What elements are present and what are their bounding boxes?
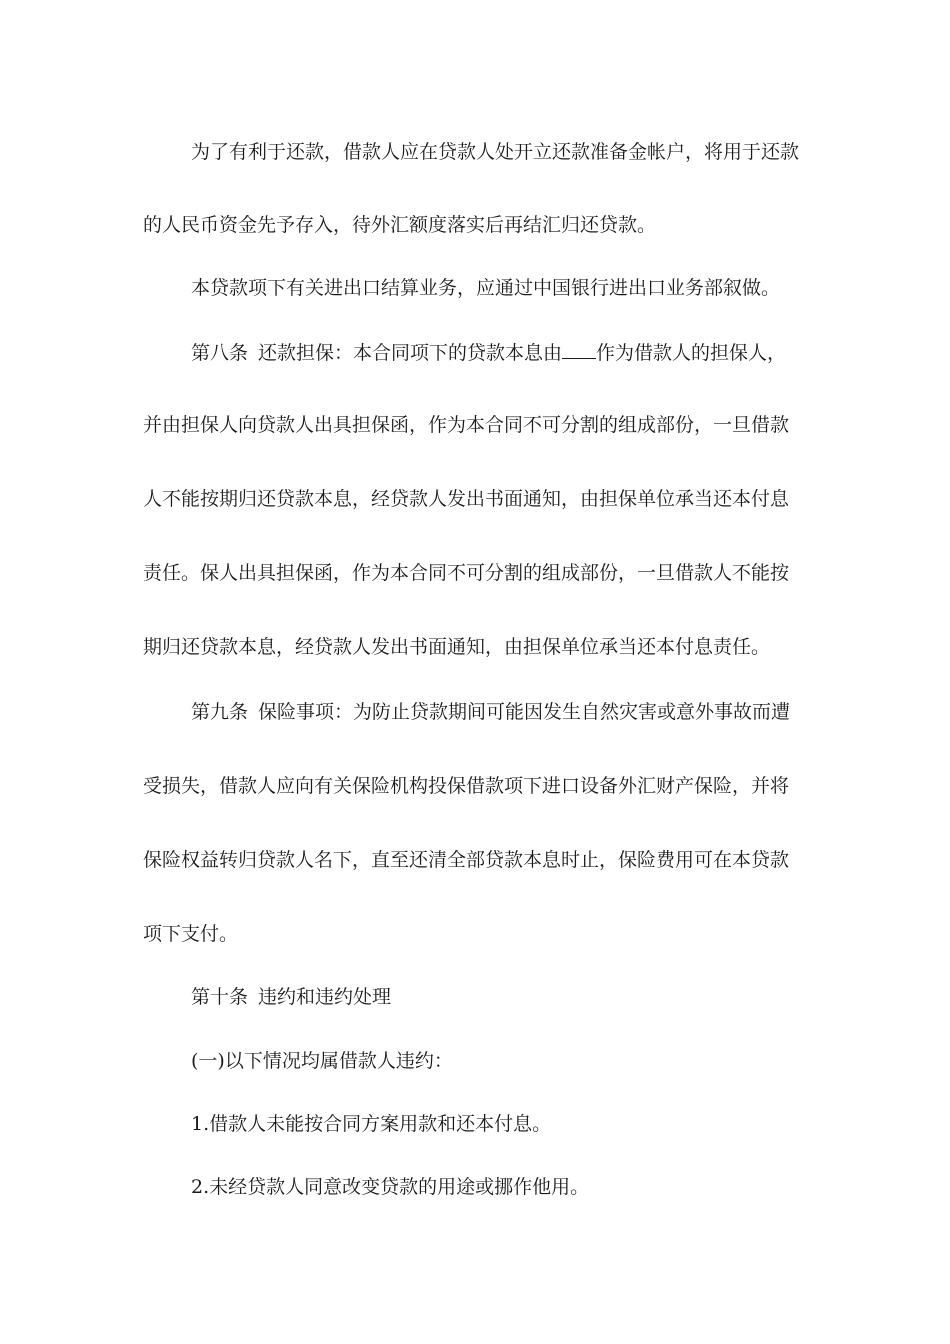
article-10-heading xyxy=(191,985,391,1009)
list-item xyxy=(191,1175,589,1199)
clause-marker: (一) xyxy=(191,1050,225,1072)
clause-1-heading xyxy=(191,1049,453,1073)
article-8-heading xyxy=(191,340,786,365)
paragraph-line: 并由担保人向贷款人出具担保函，作为本合同不可分割的组成部份，一旦借款 xyxy=(143,414,790,436)
article-9-text: 保险事项：为防止贷款期间可能因发生自然灾害或意外事故而遭 xyxy=(258,701,791,723)
list-item-number: 1. xyxy=(191,1113,210,1135)
guarantor-blank-field xyxy=(562,340,596,359)
list-item xyxy=(191,1112,551,1136)
paragraph-line: 为了有利于还款，借款人应在贷款人处开立还款准备金帐户，将用于还款 xyxy=(191,141,800,163)
paragraph-line: 人不能按期归还贷款本息，经贷款人发出书面通知，由担保单位承当还本付息 xyxy=(143,488,790,510)
paragraph-line: 作为借款人的担保人， xyxy=(596,342,787,364)
clause-1-text: 以下情况均属借款人违约： xyxy=(224,1050,453,1072)
paragraph-line: 保险权益转归贷款人名下，直至还清全部贷款本息时止，保险费用可在本贷款 xyxy=(143,849,790,871)
list-item-text: 未经贷款人同意改变贷款的用途或挪作他用。 xyxy=(209,1176,590,1198)
list-item-text: 借款人未能按合同方案用款和还本付息。 xyxy=(209,1113,552,1135)
paragraph-line: 期归还贷款本息，经贷款人发出书面通知，由担保单位承当还本付息责任。 xyxy=(143,636,771,658)
paragraph-line: 本贷款项下有关进出口结算业务，应通过中国银行进出口业务部叙做。 xyxy=(191,277,781,299)
article-10-label: 第十条 xyxy=(191,986,249,1008)
article-8-label: 第八条 xyxy=(191,342,249,364)
paragraph-line: 项下支付。 xyxy=(143,923,239,945)
article-9-heading xyxy=(191,700,790,724)
article-10-text: 违约和违约处理 xyxy=(258,986,392,1008)
paragraph-line: 责任。保人出具担保函，作为本合同不可分割的组成部份，一旦借款人不能按 xyxy=(143,562,790,584)
paragraph-line: 的人民币资金先予存入，待外汇额度落实后再结汇归还贷款。 xyxy=(143,214,657,236)
article-8-text: 还款担保：本合同项下的贷款本息由 xyxy=(258,342,563,364)
article-9-label: 第九条 xyxy=(191,701,249,723)
paragraph-line: 受损失，借款人应向有关保险机构投保借款项下进口设备外汇财产保险，并将 xyxy=(143,775,790,797)
list-item-number: 2. xyxy=(191,1176,210,1198)
